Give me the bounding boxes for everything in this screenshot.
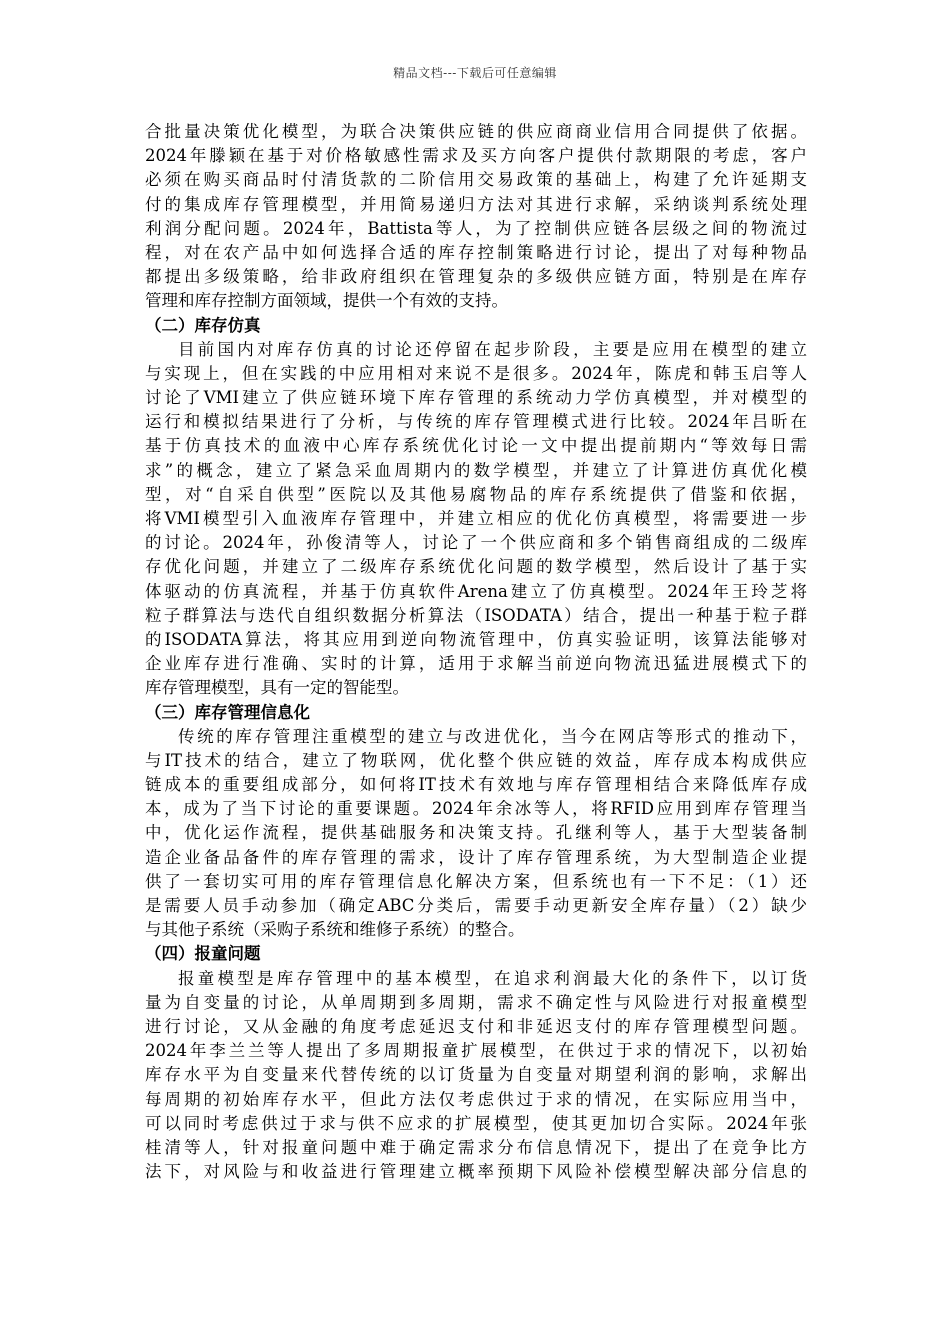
text-line: 企业库存进行准确、实时的计算，适用于求解当前逆向物流迅猛进展模式下的 <box>145 654 807 674</box>
text-line: 与实现上，但在实践的中应用相对来说不是很多。2024年，陈虎和韩玉启等人 <box>145 363 807 383</box>
text-line: 运行和模拟结果进行了分析，与传统的库存管理模式进行比较。2024年吕昕在 <box>145 412 807 432</box>
section-heading: （四）报童问题 <box>145 944 261 964</box>
text-line: 体驱动的仿真流程，并基于仿真软件Arena建立了仿真模型。2024年王玲芝将 <box>145 581 807 601</box>
text-line: 的讨论。2024年，孙俊清等人，讨论了一个供应商和多个销售商组成的二级库 <box>145 533 807 553</box>
text-line: 程，对在农产品中如何选择合适的库存控制策略进行讨论，提出了对每种物品 <box>145 242 807 262</box>
text-line: 付的集成库存管理模型，并用简易递归方法对其进行求解，采纳谈判系统处理 <box>145 194 807 214</box>
text-line: 2024年李兰兰等人提出了多周期报童扩展模型，在供过于求的情况下，以初始 <box>145 1041 807 1061</box>
text-line: 传统的库存管理注重模型的建立与改进优化，当今在网店等形式的推动下， <box>178 726 807 746</box>
paragraph <box>145 967 807 1185</box>
text-line: 利润分配问题。2024年，Battista等人，为了控制供应链各层级之间的物流过 <box>145 218 807 238</box>
document-body <box>145 120 807 1184</box>
text-line: 桂清等人，针对报童问题中难于确定需求分布信息情况下，提出了在竞争比方 <box>145 1137 807 1157</box>
text-line: 与IT技术的结合，建立了物联网，优化整个供应链的效益，库存成本构成供应 <box>145 750 807 770</box>
paragraph <box>145 338 807 701</box>
section-heading: （三）库存管理信息化 <box>145 702 310 722</box>
text-line: 可以同时考虑供过于求与供不应求的扩展模型，使其更加切合实际。2024年张 <box>145 1113 807 1133</box>
text-line: 目前国内对库存仿真的讨论还停留在起步阶段，主要是应用在模型的建立 <box>178 339 807 359</box>
text-line: 2024年滕颖在基于对价格敏感性需求及买方向客户提供付款期限的考虑，客户 <box>145 146 807 166</box>
text-line: 法下，对风险与和收益进行管理建立概率预期下风险补偿模型解决部分信息的 <box>145 1162 807 1182</box>
text-line: 粒子群算法与迭代自组织数据分析算法（ISODATA）结合，提出一种基于粒子群 <box>145 605 807 625</box>
text-line: 供了一套切实可用的库存管理信息化解决方案，但系统也有一下不足：（1）还 <box>145 871 807 891</box>
text-line: 合批量决策优化模型，为联合决策供应链的供应商商业信用合同提供了依据。 <box>145 122 807 141</box>
text-line: 讨论了VMI建立了供应链环境下库存管理的系统动力学仿真模型，并对模型的 <box>145 388 807 408</box>
text-line: 求”的概念，建立了紧急采血周期内的数学模型，并建立了计算进仿真优化模 <box>145 460 807 480</box>
text-line: 中，优化运作流程，提供基础服务和决策支持。孔继利等人，基于大型装备制 <box>145 823 807 843</box>
text-line: 型，对“自采自供型”医院以及其他易腐物品的库存系统提供了借鉴和依据， <box>145 484 807 504</box>
text-line: 的ISODATA算法，将其应用到逆向物流管理中，仿真实验证明，该算法能够对 <box>145 629 807 649</box>
paragraph <box>145 725 807 943</box>
text-line: 链成本的重要组成部分，如何将IT技术有效地与库存管理相结合来降低库存成 <box>145 775 807 795</box>
text-line: 与其他子系统（采购子系统和维修子系统）的整合。 <box>145 920 525 940</box>
text-line: 必须在购买商品时付清货款的二阶信用交易政策的基础上，构建了允许延期支 <box>145 170 807 190</box>
text-line: 基于仿真技术的血液中心库存系统优化讨论一文中提出提前期内“等效每日需 <box>145 436 807 456</box>
text-line: 本，成为了当下讨论的重要课题。2024年余冰等人，将RFID应用到库存管理当 <box>145 799 807 819</box>
text-line: 量为自变量的讨论，从单周期到多周期，需求不确定性与风险进行对报童模型 <box>145 992 807 1012</box>
text-line: 报童模型是库存管理中的基本模型，在追求利润最大化的条件下，以订货 <box>178 968 807 988</box>
page-header: 精品文档---下载后可任意编辑 <box>393 66 557 80</box>
text-line: 进行讨论，又从金融的角度考虑延迟支付和非延迟支付的库存管理模型问题。 <box>145 1016 807 1036</box>
section-heading: （二）库存仿真 <box>145 315 261 335</box>
text-line: 将VMI模型引入血液库存管理中，并建立相应的优化仿真模型，将需要进一步 <box>145 509 807 528</box>
text-line: 库存水平为自变量来代替传统的以订货量为自变量对期望利润的影响，求解出 <box>145 1065 807 1085</box>
text-line: 造企业备品备件的库存管理的需求，设计了库存管理系统，为大型制造企业提 <box>145 847 807 867</box>
text-line: 存优化问题，并建立了二级库存系统优化问题的数学模型，然后设计了基于实 <box>145 557 807 577</box>
text-line: 都提出多级策略，给非政府组织在管理复杂的多级供应链方面，特别是在库存 <box>145 267 807 287</box>
text-line: 每周期的初始库存水平，但此方法仅考虑供过于求的情况，在实际应用当中， <box>145 1089 807 1109</box>
text-line: 库存管理模型，具有一定的智能型。 <box>145 678 409 698</box>
text-line: 管理和库存控制方面领域，提供一个有效的支持。 <box>145 291 508 311</box>
text-line: 是需要人员手动参加（确定ABC分类后，需要手动更新安全库存量）（2）缺少 <box>145 896 807 915</box>
paragraph <box>145 120 807 314</box>
